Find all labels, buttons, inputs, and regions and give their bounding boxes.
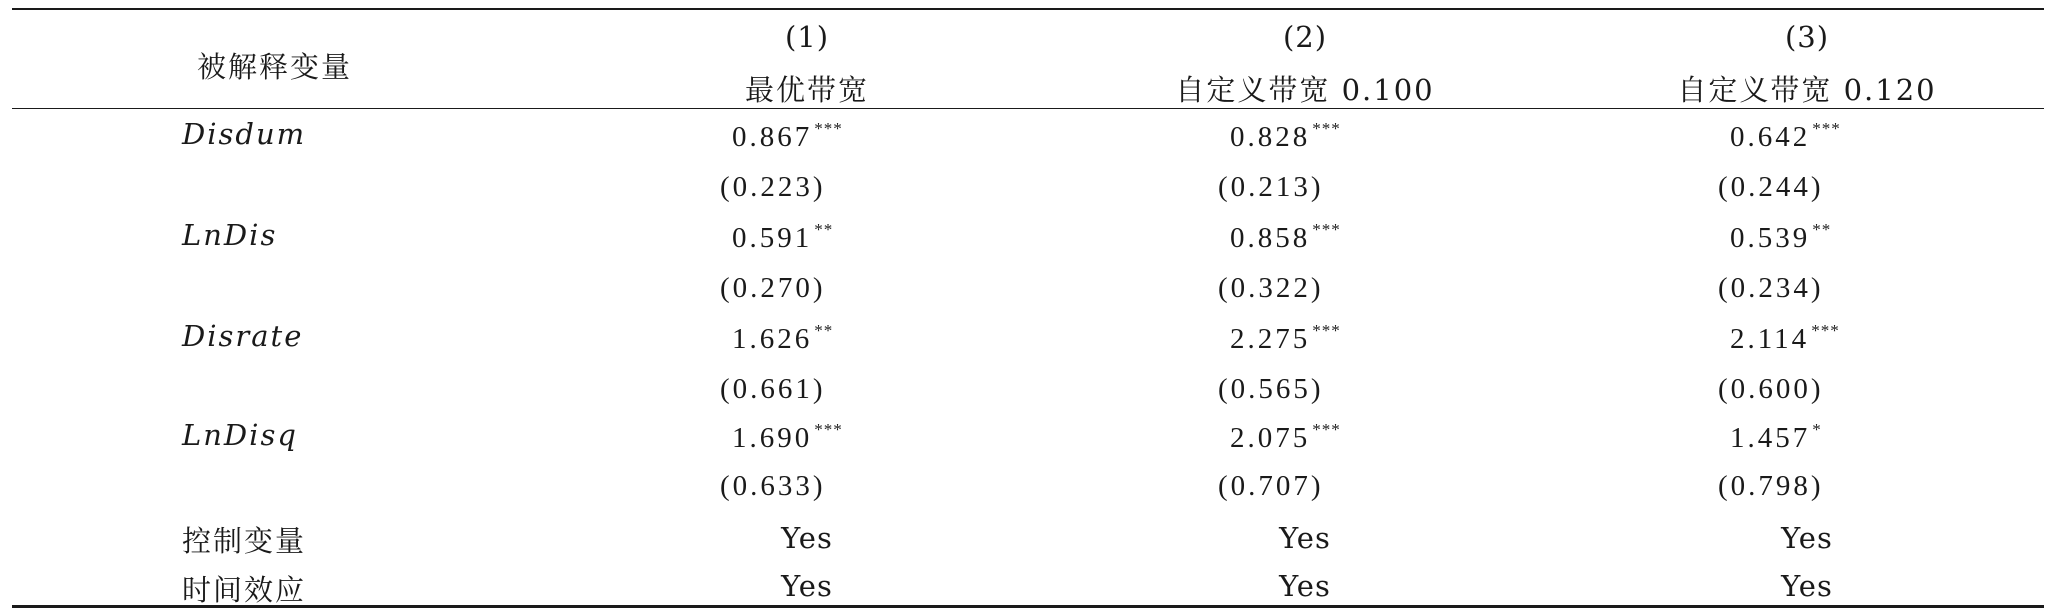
column-1-number: (1) bbox=[784, 20, 830, 54]
row-label-lndis: LnDis bbox=[182, 218, 278, 252]
significance-stars: *** bbox=[1312, 420, 1341, 439]
significance-stars: *** bbox=[1811, 321, 1840, 340]
coef-disdum-col2: 0.828 *** bbox=[1230, 119, 1341, 153]
top-rule bbox=[12, 8, 2044, 10]
column-3-number: (3) bbox=[1784, 20, 1830, 54]
coef-lndisq-col3: 1.457 * bbox=[1730, 420, 1822, 454]
time-effects-col2: Yes bbox=[1279, 569, 1331, 603]
row-label-disdum: Disdum bbox=[182, 117, 307, 151]
row-label-lndisq: LnDisq bbox=[182, 418, 298, 452]
coef-lndis-col1: 0.591 ** bbox=[732, 220, 834, 254]
significance-stars: *** bbox=[1312, 220, 1341, 239]
time-effects-col1: Yes bbox=[781, 569, 833, 603]
coef-lndis-col2: 0.858 *** bbox=[1230, 220, 1341, 254]
column-3-title: 自定义带宽 0.120 bbox=[1677, 73, 1937, 107]
se-lndis-col2: (0.322) bbox=[1218, 272, 1324, 304]
se-disdum-col3: (0.244) bbox=[1718, 171, 1824, 203]
significance-stars: *** bbox=[1312, 321, 1341, 340]
control-variables-label: 控制变量 bbox=[182, 524, 307, 558]
significance-stars: *** bbox=[1812, 119, 1841, 138]
significance-stars: ** bbox=[814, 220, 834, 239]
column-1-title: 最优带宽 bbox=[744, 73, 870, 107]
se-disdum-col2: (0.213) bbox=[1218, 171, 1324, 203]
se-disdum-col1: (0.223) bbox=[720, 171, 826, 203]
control-variables-col1: Yes bbox=[781, 521, 833, 555]
se-disrate-col2: (0.565) bbox=[1218, 373, 1324, 405]
significance-stars: ** bbox=[814, 321, 834, 340]
coef-disdum-col3: 0.642 *** bbox=[1730, 119, 1841, 153]
se-lndis-col3: (0.234) bbox=[1718, 272, 1824, 304]
column-2-title: 自定义带宽 0.100 bbox=[1175, 73, 1435, 107]
row-label-disrate: Disrate bbox=[182, 319, 304, 353]
column-2-number: (2) bbox=[1282, 20, 1328, 54]
se-lndis-col1: (0.270) bbox=[720, 272, 826, 304]
significance-stars: * bbox=[1812, 420, 1822, 439]
significance-stars: *** bbox=[814, 119, 843, 138]
se-lndisq-col2: (0.707) bbox=[1218, 470, 1324, 502]
dependent-variable-header: 被解释变量 bbox=[197, 50, 353, 84]
coef-disrate-col3: 2.114 *** bbox=[1730, 321, 1840, 355]
time-effects-label: 时间效应 bbox=[182, 573, 307, 607]
coef-lndisq-col1: 1.690 *** bbox=[732, 420, 843, 454]
coef-disrate-col1: 1.626 ** bbox=[732, 321, 834, 355]
significance-stars: ** bbox=[1812, 220, 1832, 239]
control-variables-col3: Yes bbox=[1781, 521, 1833, 555]
coef-disdum-col1: 0.867 *** bbox=[732, 119, 843, 153]
se-disrate-col3: (0.600) bbox=[1718, 373, 1824, 405]
significance-stars: *** bbox=[1312, 119, 1341, 138]
se-lndisq-col3: (0.798) bbox=[1718, 470, 1824, 502]
coef-lndis-col3: 0.539 ** bbox=[1730, 220, 1832, 254]
time-effects-col3: Yes bbox=[1781, 569, 1833, 603]
significance-stars: *** bbox=[814, 420, 843, 439]
se-lndisq-col1: (0.633) bbox=[720, 470, 826, 502]
control-variables-col2: Yes bbox=[1279, 521, 1331, 555]
coef-disrate-col2: 2.275 *** bbox=[1230, 321, 1341, 355]
coef-lndisq-col2: 2.075 *** bbox=[1230, 420, 1341, 454]
se-disrate-col1: (0.661) bbox=[720, 373, 826, 405]
